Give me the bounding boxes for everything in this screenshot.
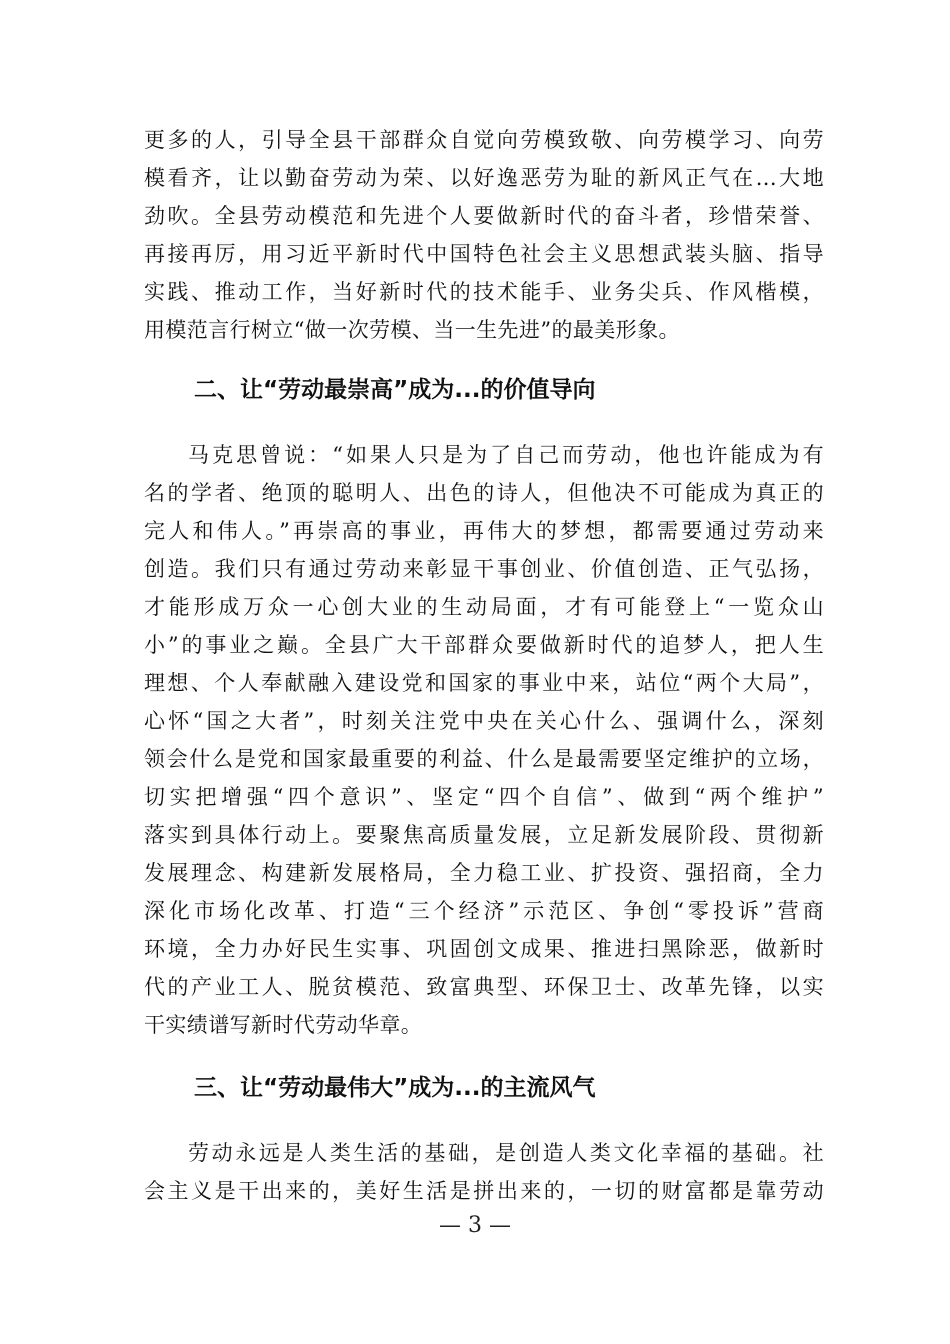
page-number: — 3 —	[439, 1213, 511, 1238]
paragraph-line: 才能形成万众一心创大业的生动局面，才有可能登上“一览众山	[144, 595, 824, 619]
paragraph-line: 模看齐，让以勤奋劳动为荣、以好逸恶劳为耻的新风正气在...大地	[144, 166, 824, 190]
section-heading-2: 二、让“劳动最崇高”成为...的价值导向	[194, 377, 596, 403]
paragraph-line: 发展理念、构建新发展格局，全力稳工业、扩投资、强招商，全力	[144, 861, 824, 885]
paragraph-line: 会主义是干出来的，美好生活是拼出来的，一切的财富都是靠劳动	[144, 1179, 824, 1203]
paragraph-line: 环境，全力办好民生实事、巩固创文成果、推进扫黑除恶，做新时	[144, 937, 824, 961]
paragraph-line: 马克思曾说：“如果人只是为了自己而劳动，他也许能成为有	[188, 443, 824, 467]
paragraph-line: 再接再厉，用习近平新时代中国特色社会主义思想武装头脑、指导	[144, 242, 824, 266]
paragraph-line: 干实绩谱写新时代劳动华章。	[144, 1013, 423, 1037]
section-heading-3: 三、让“劳动最伟大”成为...的主流风气	[194, 1075, 596, 1101]
paragraph-line: 小”的事业之巅。全县广大干部群众要做新时代的追梦人，把人生	[144, 633, 824, 657]
paragraph-3	[144, 1134, 824, 1210]
paragraph-line: 完人和伟人。”再崇高的事业，再伟大的梦想，都需要通过劳动来	[144, 519, 824, 543]
paragraph-line: 创造。我们只有通过劳动来彰显干事创业、价值创造、正气弘扬，	[144, 557, 824, 581]
paragraph-line: 心怀“国之大者”，时刻关注党中央在关心什么、强调什么，深刻	[144, 709, 824, 733]
paragraph-1	[144, 121, 824, 349]
paragraph-line: 用模范言行树立“做一次劳模、当一生先进”的最美形象。	[144, 318, 680, 342]
paragraph-line: 劳动永远是人类生活的基础，是创造人类文化幸福的基础。社	[188, 1141, 824, 1165]
paragraph-line: 理想、个人奉献融入建设党和国家的事业中来，站位“两个大局”，	[144, 671, 824, 695]
paragraph-2	[144, 436, 824, 1044]
paragraph-line: 深化市场化改革、打造“三个经济”示范区、争创“零投诉”营商	[144, 899, 824, 923]
paragraph-line: 劲吹。全县劳动模范和先进个人要做新时代的奋斗者，珍惜荣誉、	[144, 204, 824, 228]
paragraph-line: 实践、推动工作，当好新时代的技术能手、业务尖兵、作风楷模，	[144, 280, 824, 304]
paragraph-line: 切实把增强“四个意识”、坚定“四个自信”、做到“两个维护”	[144, 785, 824, 809]
paragraph-line: 代的产业工人、脱贫模范、致富典型、环保卫士、改革先锋，以实	[144, 975, 824, 999]
paragraph-line: 更多的人，引导全县干部群众自觉向劳模致敬、向劳模学习、向劳	[144, 128, 824, 152]
paragraph-line: 名的学者、绝顶的聪明人、出色的诗人，但他决不可能成为真正的	[144, 481, 824, 505]
paragraph-line: 领会什么是党和国家最重要的利益、什么是最需要坚定维护的立场，	[144, 747, 824, 771]
paragraph-line: 落实到具体行动上。要聚焦高质量发展，立足新发展阶段、贯彻新	[144, 823, 824, 847]
